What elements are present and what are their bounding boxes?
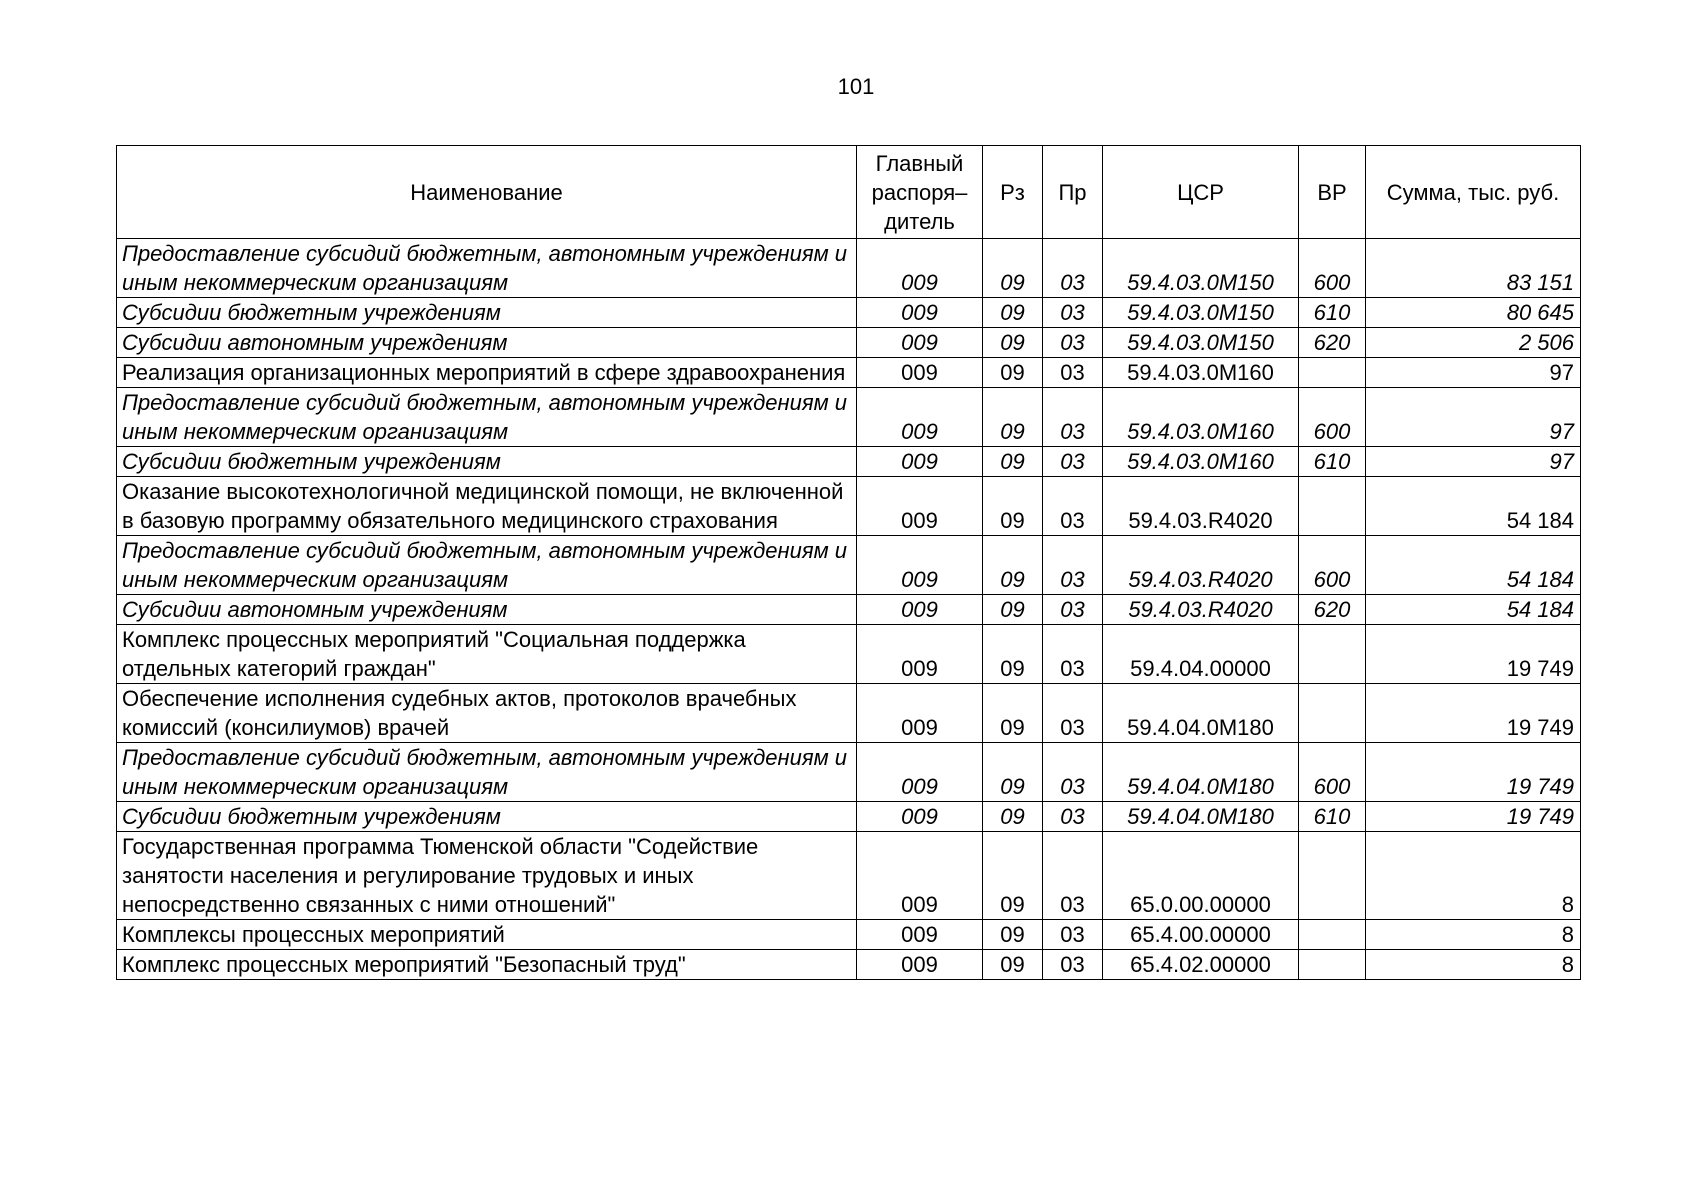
table-row <box>117 743 1581 802</box>
row-name: Субсидии бюджетным учреждениям <box>117 447 857 477</box>
page-number: 101 <box>837 74 875 99</box>
row-manager: 009 <box>857 625 983 684</box>
row-sum: 2 506 <box>1366 328 1581 358</box>
header-sum: Сумма, тыс. руб. <box>1366 146 1581 239</box>
table-row <box>117 536 1581 595</box>
row-name: Субсидии бюджетным учреждениям <box>117 802 857 832</box>
row-vr: 600 <box>1299 239 1366 298</box>
row-name: Предоставление субсидий бюджетным, автономным учреждениям и иным некоммерческим организациям <box>117 743 857 802</box>
table-row <box>117 832 1581 920</box>
row-csr: 59.4.03.0М160 <box>1103 388 1299 447</box>
row-rz: 09 <box>983 950 1043 980</box>
row-manager: 009 <box>857 684 983 743</box>
table-row <box>117 920 1581 950</box>
row-rz: 09 <box>983 920 1043 950</box>
row-pr: 03 <box>1043 536 1103 595</box>
row-pr: 03 <box>1043 298 1103 328</box>
row-sum: 19 749 <box>1366 684 1581 743</box>
row-manager: 009 <box>857 298 983 328</box>
row-name: Комплексы процессных мероприятий <box>117 920 857 950</box>
row-manager: 009 <box>857 328 983 358</box>
row-pr: 03 <box>1043 595 1103 625</box>
row-manager: 009 <box>857 950 983 980</box>
row-sum: 97 <box>1366 358 1581 388</box>
row-csr: 59.4.03.R4020 <box>1103 477 1299 536</box>
row-vr <box>1299 684 1366 743</box>
table-body <box>117 239 1581 980</box>
row-csr: 65.4.02.00000 <box>1103 950 1299 980</box>
row-sum: 80 645 <box>1366 298 1581 328</box>
row-sum: 54 184 <box>1366 595 1581 625</box>
table-row <box>117 477 1581 536</box>
table-row <box>117 625 1581 684</box>
row-vr <box>1299 625 1366 684</box>
table-row <box>117 950 1581 980</box>
row-name: Обеспечение исполнения судебных актов, протоколов врачебных комиссий (консилиумов) врачей <box>117 684 857 743</box>
row-vr <box>1299 358 1366 388</box>
table-row <box>117 802 1581 832</box>
row-sum: 8 <box>1366 950 1581 980</box>
row-sum: 83 151 <box>1366 239 1581 298</box>
row-manager: 009 <box>857 358 983 388</box>
header-csr: ЦСР <box>1103 146 1299 239</box>
row-manager: 009 <box>857 477 983 536</box>
row-rz: 09 <box>983 625 1043 684</box>
row-sum: 97 <box>1366 447 1581 477</box>
row-sum: 54 184 <box>1366 536 1581 595</box>
row-rz: 09 <box>983 388 1043 447</box>
row-pr: 03 <box>1043 477 1103 536</box>
row-manager: 009 <box>857 388 983 447</box>
row-csr: 65.4.00.00000 <box>1103 920 1299 950</box>
row-name: Субсидии автономным учреждениям <box>117 595 857 625</box>
row-rz: 09 <box>983 595 1043 625</box>
row-manager: 009 <box>857 832 983 920</box>
row-csr: 65.0.00.00000 <box>1103 832 1299 920</box>
row-rz: 09 <box>983 536 1043 595</box>
row-vr <box>1299 477 1366 536</box>
row-vr: 620 <box>1299 595 1366 625</box>
row-name: Комплекс процессных мероприятий "Социальная поддержка отдельных категорий граждан" <box>117 625 857 684</box>
row-csr: 59.4.03.0М150 <box>1103 328 1299 358</box>
row-name: Государственная программа Тюменской области "Содействие занятости населения и регулирование трудовых и иных непосредственно связанных с ними отношений" <box>117 832 857 920</box>
header-rz: Рз <box>983 146 1043 239</box>
table-row <box>117 684 1581 743</box>
row-csr: 59.4.03.0М160 <box>1103 358 1299 388</box>
row-csr: 59.4.03.0М150 <box>1103 239 1299 298</box>
row-csr: 59.4.03.0М160 <box>1103 447 1299 477</box>
row-rz: 09 <box>983 684 1043 743</box>
row-name: Предоставление субсидий бюджетным, автономным учреждениям и иным некоммерческим организациям <box>117 388 857 447</box>
row-rz: 09 <box>983 239 1043 298</box>
row-rz: 09 <box>983 447 1043 477</box>
row-name: Комплекс процессных мероприятий "Безопасный труд" <box>117 950 857 980</box>
row-csr: 59.4.03.R4020 <box>1103 595 1299 625</box>
table-row <box>117 358 1581 388</box>
table-row <box>117 328 1581 358</box>
row-rz: 09 <box>983 802 1043 832</box>
row-vr <box>1299 950 1366 980</box>
table-row <box>117 595 1581 625</box>
row-vr: 610 <box>1299 447 1366 477</box>
row-sum: 8 <box>1366 832 1581 920</box>
row-pr: 03 <box>1043 802 1103 832</box>
row-manager: 009 <box>857 536 983 595</box>
row-vr: 600 <box>1299 388 1366 447</box>
row-pr: 03 <box>1043 358 1103 388</box>
row-vr: 620 <box>1299 328 1366 358</box>
row-csr: 59.4.03.R4020 <box>1103 536 1299 595</box>
row-csr: 59.4.04.0М180 <box>1103 802 1299 832</box>
row-vr <box>1299 832 1366 920</box>
row-name: Оказание высокотехнологичной медицинской помощи, не включенной в базовую программу обязательного медицинского страхования <box>117 477 857 536</box>
row-csr: 59.4.04.0М180 <box>1103 684 1299 743</box>
row-sum: 8 <box>1366 920 1581 950</box>
header-vr: ВР <box>1299 146 1366 239</box>
row-pr: 03 <box>1043 743 1103 802</box>
row-pr: 03 <box>1043 328 1103 358</box>
row-manager: 009 <box>857 595 983 625</box>
row-vr <box>1299 920 1366 950</box>
row-pr: 03 <box>1043 684 1103 743</box>
row-name: Субсидии бюджетным учреждениям <box>117 298 857 328</box>
row-manager: 009 <box>857 743 983 802</box>
row-rz: 09 <box>983 743 1043 802</box>
row-sum: 19 749 <box>1366 802 1581 832</box>
row-vr: 610 <box>1299 802 1366 832</box>
row-csr: 59.4.04.00000 <box>1103 625 1299 684</box>
header-name: Наименование <box>117 146 857 239</box>
row-vr: 600 <box>1299 536 1366 595</box>
row-sum: 19 749 <box>1366 625 1581 684</box>
row-manager: 009 <box>857 920 983 950</box>
table-header-row <box>117 146 1581 239</box>
table-row <box>117 239 1581 298</box>
row-pr: 03 <box>1043 950 1103 980</box>
table-row <box>117 388 1581 447</box>
row-name: Реализация организационных мероприятий в сфере здравоохранения <box>117 358 857 388</box>
row-rz: 09 <box>983 298 1043 328</box>
row-manager: 009 <box>857 239 983 298</box>
row-pr: 03 <box>1043 388 1103 447</box>
row-rz: 09 <box>983 358 1043 388</box>
row-pr: 03 <box>1043 625 1103 684</box>
row-csr: 59.4.03.0М150 <box>1103 298 1299 328</box>
row-rz: 09 <box>983 477 1043 536</box>
row-pr: 03 <box>1043 447 1103 477</box>
header-manager: Главный распоря– дитель <box>857 146 983 239</box>
row-pr: 03 <box>1043 239 1103 298</box>
row-name: Субсидии автономным учреждениям <box>117 328 857 358</box>
row-csr: 59.4.04.0М180 <box>1103 743 1299 802</box>
table-row <box>117 298 1581 328</box>
row-sum: 19 749 <box>1366 743 1581 802</box>
header-pr: Пр <box>1043 146 1103 239</box>
row-pr: 03 <box>1043 920 1103 950</box>
row-name: Предоставление субсидий бюджетным, автономным учреждениям и иным некоммерческим организациям <box>117 239 857 298</box>
row-manager: 009 <box>857 447 983 477</box>
row-sum: 97 <box>1366 388 1581 447</box>
row-rz: 09 <box>983 832 1043 920</box>
row-sum: 54 184 <box>1366 477 1581 536</box>
row-vr: 600 <box>1299 743 1366 802</box>
row-vr: 610 <box>1299 298 1366 328</box>
budget-table <box>116 145 1581 980</box>
row-pr: 03 <box>1043 832 1103 920</box>
row-rz: 09 <box>983 328 1043 358</box>
table-row <box>117 447 1581 477</box>
row-manager: 009 <box>857 802 983 832</box>
row-name: Предоставление субсидий бюджетным, автономным учреждениям и иным некоммерческим организациям <box>117 536 857 595</box>
